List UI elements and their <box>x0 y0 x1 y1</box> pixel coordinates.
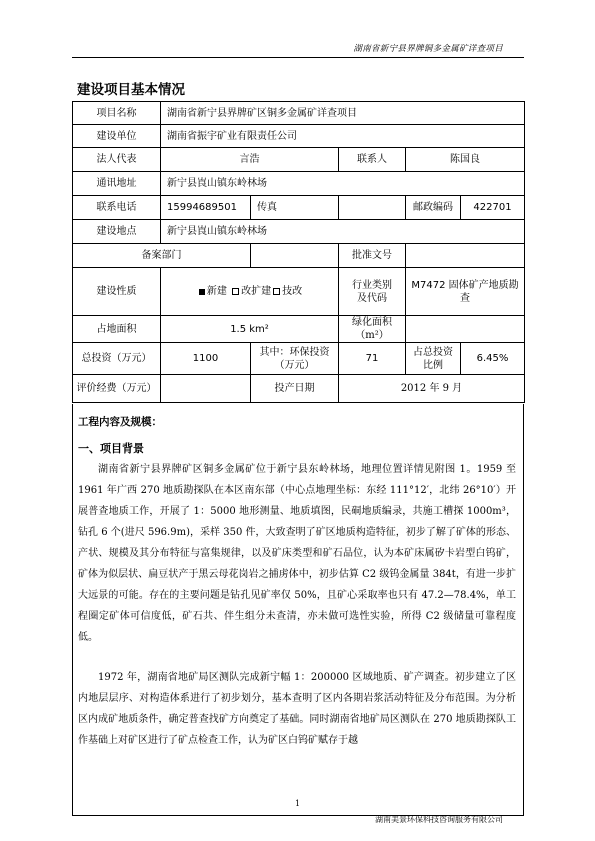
legal-rep-value: 言浩 <box>161 148 339 172</box>
site-value: 新宁县崀山镇东岭林场 <box>161 220 525 244</box>
row-builder <box>73 125 525 148</box>
phone-value: 15994689501 <box>161 196 251 220</box>
eval-fee-label: 评价经费（万元） <box>73 375 161 403</box>
invest-value: 1100 <box>161 343 251 375</box>
footer-company: 湖南美景环保科技咨询服务有限公司 <box>375 815 503 824</box>
address-value: 新宁县崀山镇东岭林场 <box>161 172 525 196</box>
row-phone <box>73 196 525 220</box>
section-title: 建设项目基本情况 <box>77 82 185 98</box>
green-label: 绿化面积（m²） <box>339 316 406 343</box>
new-build-option: 新建 <box>206 286 227 297</box>
start-date-value: 2012 年 9 月 <box>339 375 525 403</box>
row-invest <box>73 343 525 375</box>
nature-label: 建设性质 <box>73 268 161 316</box>
legal-rep-label: 法人代表 <box>73 148 161 172</box>
contact-label: 联系人 <box>339 148 406 172</box>
postcode-label: 邮政编码 <box>406 196 461 220</box>
address-label: 通讯地址 <box>73 172 161 196</box>
expand-option: 改扩建 <box>241 286 272 297</box>
area-value: 1.5 km² <box>161 316 339 343</box>
phone-label: 联系电话 <box>73 196 161 220</box>
row-nature <box>73 268 525 316</box>
running-header: 湖南省新宁县界牌铜多金属矿详查项目 <box>353 44 503 54</box>
industry-code: M7472 <box>411 279 446 291</box>
contact-value: 陈国良 <box>406 148 525 172</box>
industry-label: 行业类别及代码 <box>339 268 406 316</box>
filing-dept-label: 备案部门 <box>73 244 251 268</box>
env-invest-label: 其中：环保投资（万元） <box>251 343 339 375</box>
industry-value <box>406 268 525 316</box>
postcode-value: 422701 <box>461 196 525 220</box>
filing-dept-value <box>251 244 339 268</box>
site-label: 建设地点 <box>73 220 161 244</box>
start-date-label: 投产日期 <box>251 375 339 403</box>
project-name-label: 项目名称 <box>73 102 161 125</box>
row-eval-fee <box>73 375 525 403</box>
approval-no-value <box>406 244 525 268</box>
nature-options <box>161 268 339 316</box>
invest-label: 总投资（万元） <box>73 343 161 375</box>
background-paragraph-2: 1972 年，湖南省地矿局区测队完成新宁幅 1：200000 区域地质、矿产调查。初步建立了区内地层层序、对构造体系进行了初步划分，基本查明了区内各期岩浆活动特征及分布范围。为分析区内成矿地质条件，确定普查找矿方向奠定了基础。同时湖南省地矿局区测队在 270 地质勘探队工作基础上对矿区进行了矿点检查工作，认为矿区白钨矿赋存于越 <box>78 672 516 746</box>
expand-checkbox <box>232 288 239 295</box>
background-heading: 一、项目背景 <box>78 442 144 455</box>
row-filing <box>73 244 525 268</box>
project-name-value: 湖南省新宁县界牌矿区铜多金属矿详查项目 <box>161 102 525 125</box>
industry-name: 固体矿产地质勘查 <box>448 279 519 304</box>
ratio-label: 占总投资比例 <box>406 343 461 375</box>
env-invest-value: 71 <box>339 343 406 375</box>
row-site <box>73 220 525 244</box>
row-address <box>73 172 525 196</box>
approval-no-label: 批准文号 <box>339 244 406 268</box>
eval-fee-value <box>161 375 251 403</box>
ratio-value: 6.45% <box>461 343 525 375</box>
fax-value <box>339 196 406 220</box>
area-label: 占地面积 <box>73 316 161 343</box>
scope-heading: 工程内容及规模： <box>78 416 162 428</box>
row-legal-rep <box>73 148 525 172</box>
basic-info-table <box>72 101 525 403</box>
tech-checkbox <box>273 288 280 295</box>
page-number: 1 <box>294 799 301 808</box>
tech-option: 技改 <box>282 286 303 297</box>
builder-value: 湖南省振宇矿业有限责任公司 <box>161 125 525 148</box>
fax-label: 传真 <box>251 196 339 220</box>
green-value <box>406 316 525 343</box>
new-build-checkbox <box>199 289 205 295</box>
row-project-name <box>73 102 525 125</box>
row-area <box>73 316 525 343</box>
background-paragraph-1: 湖南省新宁县界牌矿区铜多金属矿位于新宁县东岭林场，地理位置详情见附图 1。1959 至 1961 年广西 270 地质勘探队在本区南东部（中心点地理坐标：东经 111°12′，北纬 26°10′）开展普查地质工作，开展了 1：5000 地形测量、地质填图，民硐地质编录，共施工槽探 1000m³，钻孔 6 个(进尺 596.9m)，采样 350 件，大致查明了矿区地质构造特征，初步了解了矿体的形态、产状、规模及其分布特征与富集规律，以及矿床类型和矿石品位，认为本矿床属矽卡岩型白钨矿，矿体为似层状、扁豆状产于黑云母花岗岩之捕虏体中，初步估算 C2 级钨金属量 384t，有进一步扩大远景的可能。存在的主要问题是钻孔见矿率仅 50%，且矿心采取率也只有 47.2—78.4%，单工程圈定矿体可信度低，矿石共、伴生组分未查清，亦未做可选性实验，所得 C2 级储量可靠程度低。 <box>78 464 516 643</box>
header-divider <box>72 57 524 58</box>
builder-label: 建设单位 <box>73 125 161 148</box>
